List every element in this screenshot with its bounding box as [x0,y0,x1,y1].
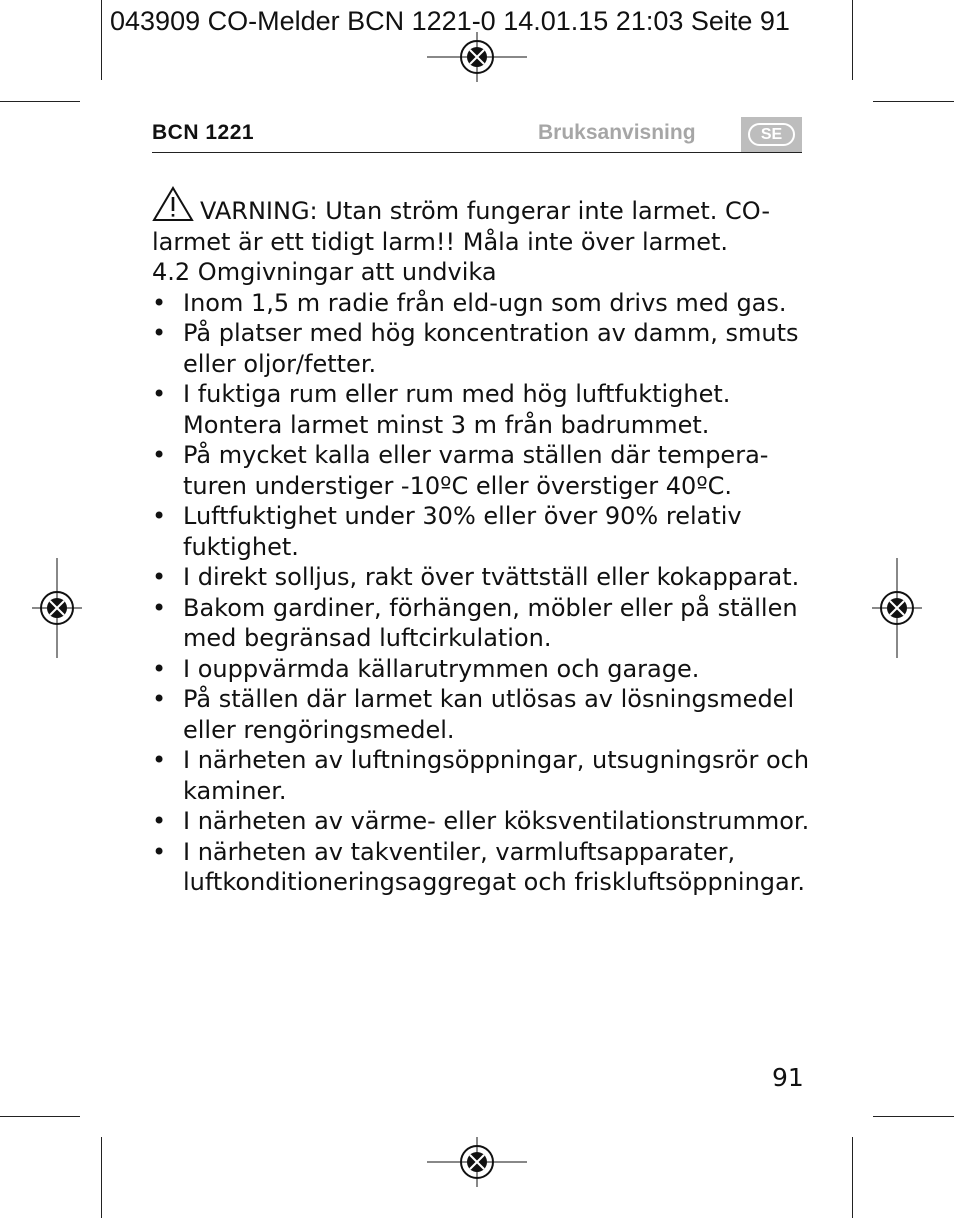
list-item-text: I närheten av luftningsöppningar, utsugningsrör och kaminer. [183,746,810,805]
section-label: Bruksanvisning [538,121,696,144]
list-item-text: Inom 1,5 m radie från eld-ugn som drivs med gas. [183,288,787,317]
language-badge [741,117,802,153]
crop-mark [101,1137,102,1218]
list-item-text: I direkt solljus, rakt över tvättställ eller kokapparat. [183,563,800,591]
avoid-list [152,288,812,898]
list-item [152,593,812,654]
list-item [152,318,812,379]
bullet-icon: • [152,593,167,622]
list-item [152,684,812,745]
bullet-icon: • [152,654,167,683]
list-item-text: I närheten av värme- eller köksventilationstrummor. [183,807,810,835]
crop-mark [873,1116,954,1117]
crop-mark [0,1116,80,1117]
list-item [152,654,812,685]
list-item [152,837,812,898]
crop-mark [0,101,80,102]
header-rule [152,152,802,153]
print-slug: 043909 CO-Melder BCN 1221-0 14.01.15 21:03 Seite 91 [110,6,790,36]
list-item-text: I närheten av takventiler, varmluftsapparater, luftkonditioneringsaggregat och friskluftsöppningar. [183,837,806,896]
list-item-text: På mycket kalla eller varma ställen där temperaturen understiger -10ºC eller överstiger 40ºC. [183,441,769,500]
bullet-icon: • [152,502,167,530]
list-item-text: I ouppvärmda källarutrymmen och garage. [183,654,700,683]
list-item [152,745,812,806]
bullet-icon: • [152,441,167,469]
warning-triangle-icon [152,186,194,222]
bullet-icon: • [152,685,167,713]
registration-mark-icon [872,558,922,658]
registration-mark-icon [427,1137,527,1187]
list-item-text: Bakom gardiner, förhängen, möbler eller på ställen med begränsad luftcirkulation. [183,593,798,652]
bullet-icon: • [152,319,167,347]
bullet-icon: • [152,380,167,408]
registration-mark-icon [32,558,82,658]
list-item [152,379,812,440]
language-badge-label: SE [748,123,795,146]
list-item [152,440,812,501]
registration-mark-icon [427,32,527,82]
bullet-icon: • [152,746,167,774]
bullet-icon: • [152,807,167,835]
list-item [152,806,812,837]
model-title: BCN 1221 [152,121,255,144]
list-item-text: I fuktiga rum eller rum med hög luftfuktighet. Montera larmet minst 3 m från badrummet. [183,380,731,439]
crop-mark [852,1137,853,1218]
crop-mark [873,101,954,102]
bullet-icon: • [152,563,167,591]
page-content [152,186,812,898]
list-item [152,501,812,562]
warning-text: VARNING: Utan ström fungerar inte larmet. CO-larmet är ett tidigt larm!! Måla inte över larmet. [152,197,770,256]
bullet-icon: • [152,288,167,317]
list-item-text: Luftfuktighet under 30% eller över 90% relativ fuktighet. [183,502,742,561]
crop-mark [101,0,102,80]
list-item-text: På ställen där larmet kan utlösas av lösningsmedel eller rengöringsmedel. [183,685,795,744]
page-number: 91 [772,1063,804,1092]
warning-paragraph [152,186,812,257]
list-item [152,562,812,593]
bullet-icon: • [152,837,167,866]
section-heading: 4.2 Omgivningar att undvika [152,258,497,286]
list-item-text: På platser med hög koncentration av damm, smuts eller oljor/fetter. [183,319,799,378]
crop-mark [852,0,853,80]
list-item [152,288,812,319]
